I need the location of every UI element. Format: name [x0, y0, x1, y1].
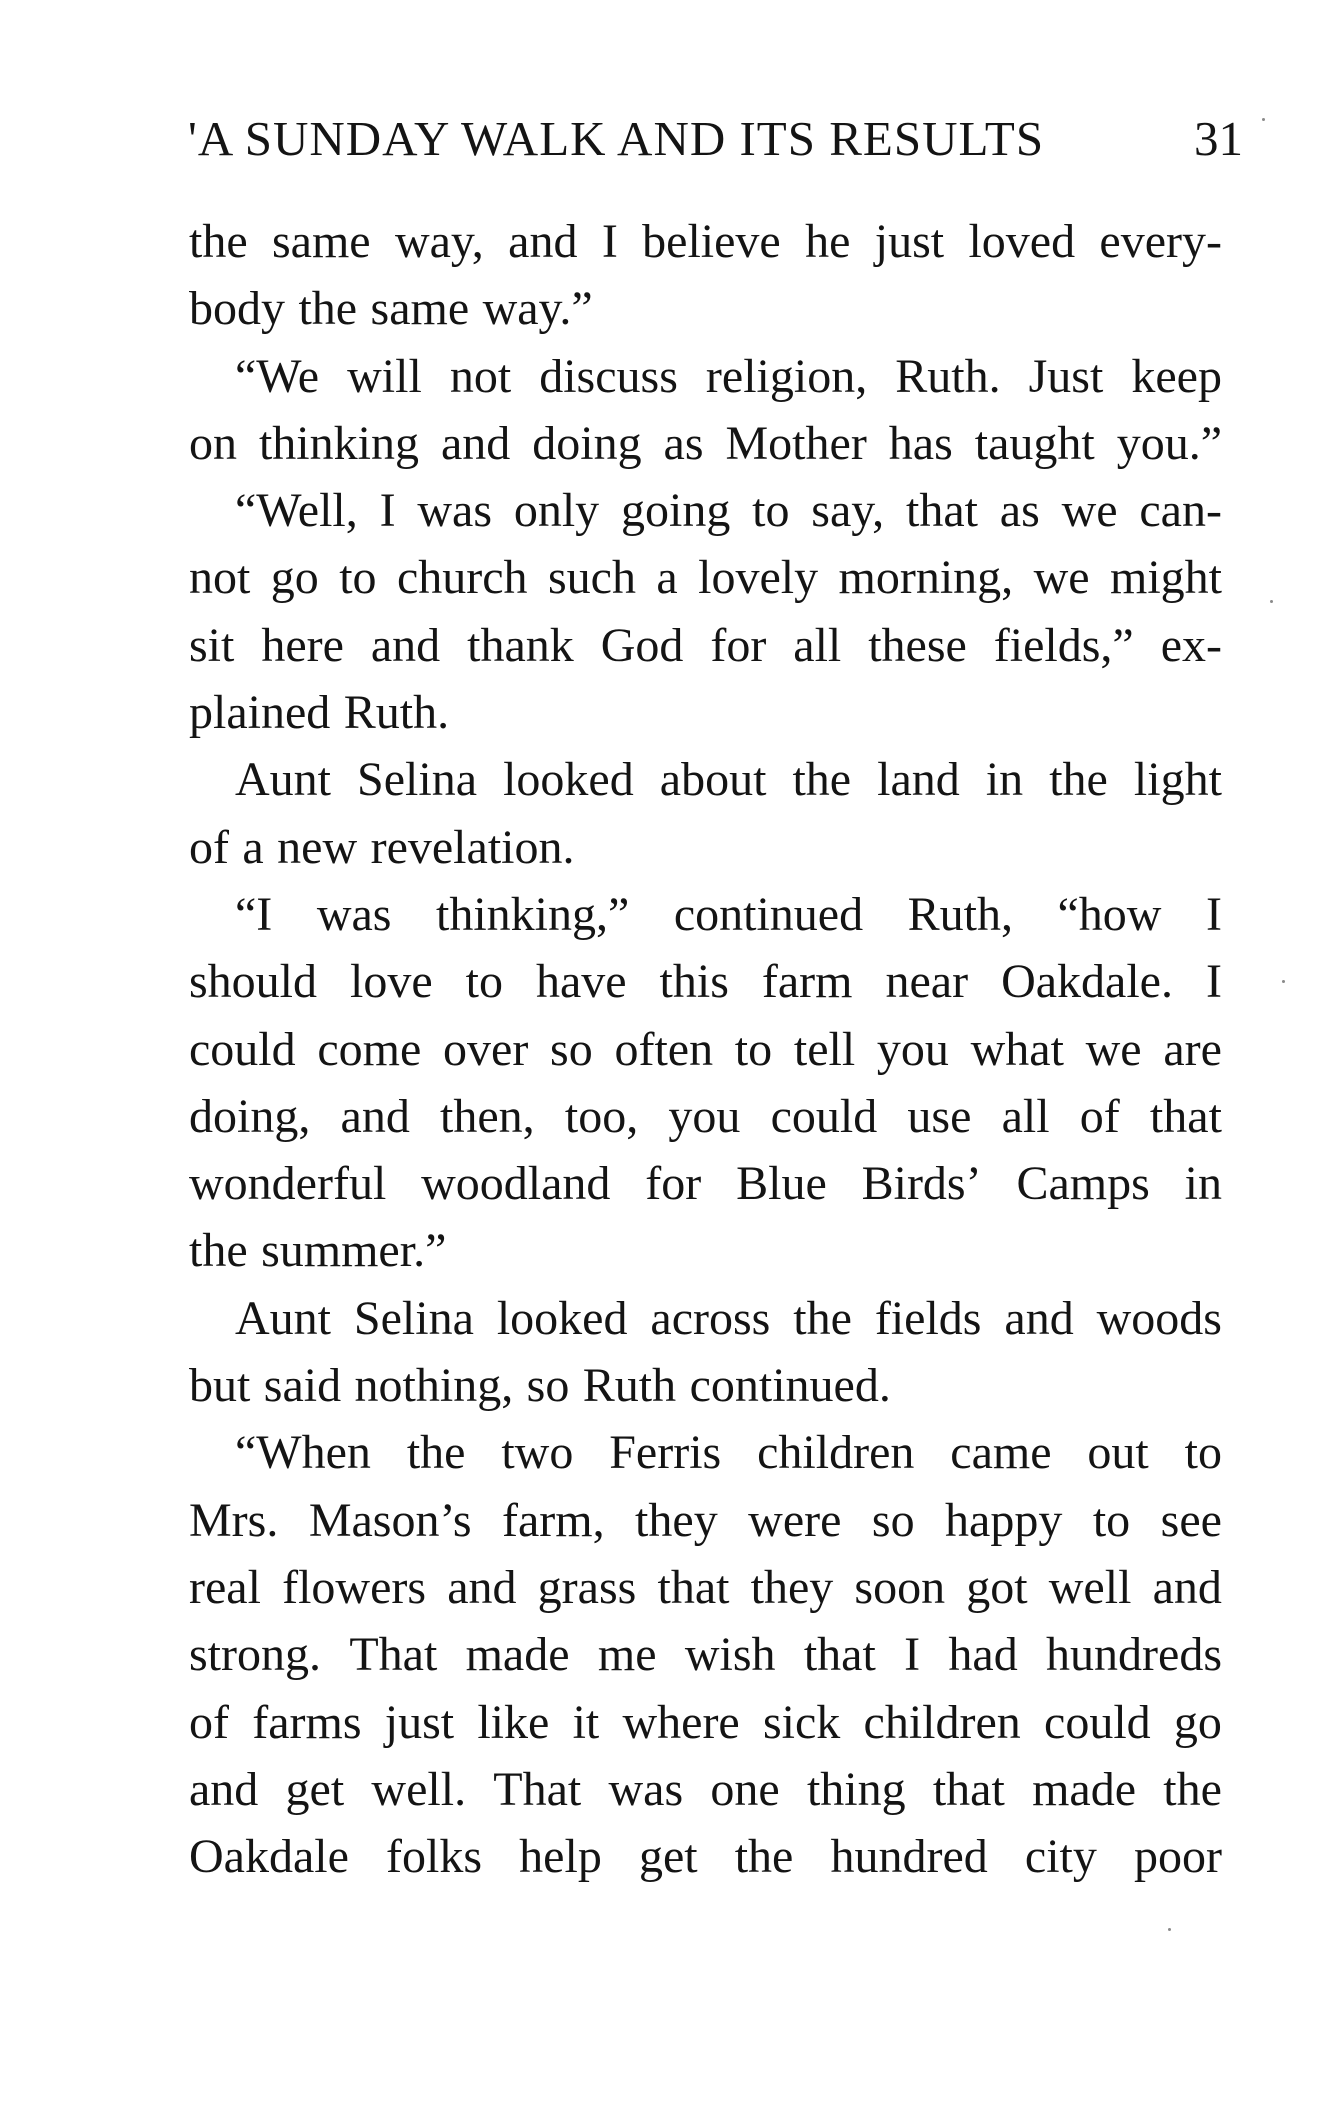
word: continued: [673, 887, 864, 941]
word: to: [752, 484, 790, 538]
word: over: [443, 1022, 529, 1076]
text-line: [189, 1689, 1222, 1756]
word: what: [970, 1022, 1064, 1076]
word: Ruth: [582, 1359, 677, 1413]
text-line: [189, 1016, 1222, 1083]
word: it: [572, 1695, 600, 1749]
text-line: [189, 1217, 1222, 1284]
word: taught: [974, 416, 1095, 470]
word: here: [261, 618, 344, 672]
word: should: [189, 955, 318, 1009]
word: that: [657, 1560, 730, 1614]
word: a: [242, 820, 264, 874]
word: morning,: [838, 551, 1014, 605]
word: have: [535, 955, 627, 1009]
word: these: [868, 618, 967, 672]
word: Just: [1028, 349, 1104, 403]
word: in: [1184, 1157, 1222, 1211]
word: he: [805, 215, 851, 268]
word: farm,: [501, 1493, 605, 1547]
word: not: [189, 551, 251, 605]
word: plained: [189, 686, 331, 740]
word: That: [493, 1762, 582, 1816]
word: land: [877, 753, 960, 807]
word: the: [1049, 753, 1108, 807]
word: soon: [854, 1560, 946, 1614]
word: Oakdale.: [1001, 955, 1173, 1009]
word: light: [1133, 753, 1222, 807]
word: fields,”: [993, 618, 1134, 672]
word: looked: [496, 1291, 628, 1345]
word: we: [1033, 551, 1090, 605]
word: I: [1205, 955, 1222, 1009]
word: “how: [1057, 887, 1162, 941]
word: the: [189, 215, 248, 268]
word: Aunt: [235, 1291, 331, 1345]
word: can-: [1139, 484, 1222, 538]
word: and: [370, 618, 441, 672]
word: ex-: [1160, 618, 1222, 672]
word: I: [601, 215, 618, 268]
word: discuss: [539, 349, 678, 403]
word: you: [668, 1089, 741, 1143]
word: could: [770, 1089, 878, 1143]
word: and: [508, 215, 578, 268]
word: could: [1044, 1695, 1151, 1749]
word: a: [656, 551, 678, 605]
word: revelation.: [370, 820, 575, 874]
word: way,: [394, 215, 484, 268]
word: just: [874, 215, 945, 268]
word: they: [635, 1493, 718, 1547]
paper-speck: [1262, 118, 1265, 121]
word: you.”: [1116, 416, 1222, 470]
word: to: [339, 551, 377, 605]
paper-speck: [1270, 600, 1273, 603]
word: the: [406, 1426, 466, 1480]
word: was: [608, 1762, 684, 1816]
word: That: [349, 1628, 438, 1682]
word: going: [620, 484, 731, 538]
word: sick: [762, 1695, 841, 1749]
word: I: [904, 1628, 921, 1682]
word: to: [1184, 1426, 1222, 1480]
text-line: [189, 1419, 1222, 1486]
word: but: [189, 1359, 251, 1413]
word: Birds’: [861, 1157, 982, 1211]
word: then,: [440, 1089, 535, 1143]
word: got: [966, 1560, 1028, 1614]
text-line: [189, 1487, 1222, 1554]
word: all: [1001, 1089, 1050, 1143]
word: are: [1163, 1022, 1222, 1076]
running-head: [188, 110, 1243, 182]
text-line: [189, 208, 1222, 275]
word: thank: [467, 618, 574, 672]
page-number: 31: [1194, 111, 1243, 166]
word: grass: [537, 1560, 637, 1614]
word: was: [316, 887, 392, 941]
word: near: [885, 955, 969, 1009]
word: to: [734, 1022, 773, 1076]
word: go: [270, 551, 319, 605]
word: thing: [806, 1762, 906, 1816]
word: often: [614, 1022, 714, 1076]
word: and: [1152, 1560, 1222, 1614]
word: will: [347, 349, 422, 403]
word: religion,: [705, 349, 868, 403]
word: woods: [1096, 1291, 1222, 1345]
word: help: [519, 1830, 602, 1884]
word: just: [384, 1695, 455, 1749]
text-line: [189, 1150, 1222, 1217]
word: and: [447, 1560, 517, 1614]
word: thinking,”: [435, 887, 630, 941]
word: could: [189, 1022, 296, 1076]
word: folks: [386, 1830, 483, 1884]
word: “I: [235, 887, 273, 941]
text-line: [189, 1285, 1222, 1352]
word: where: [622, 1695, 740, 1749]
word: woodland: [421, 1157, 611, 1211]
word: well: [1048, 1560, 1132, 1614]
word: not: [449, 349, 512, 403]
word: two: [501, 1426, 574, 1480]
word: Selina: [357, 753, 478, 807]
word: city: [1024, 1830, 1097, 1884]
word: God: [600, 618, 684, 672]
word: Oakdale: [189, 1830, 349, 1884]
word: had: [948, 1628, 1018, 1682]
word: said: [263, 1359, 342, 1413]
word: too,: [564, 1089, 639, 1143]
word: were: [748, 1493, 842, 1547]
word: farms: [252, 1695, 362, 1749]
word: and: [1004, 1291, 1074, 1345]
word: same: [271, 215, 371, 268]
word: Selina: [353, 1291, 474, 1345]
word: and: [440, 416, 511, 470]
word: new: [277, 820, 358, 874]
word: lovely: [698, 551, 819, 605]
word: flowers: [282, 1560, 427, 1614]
word: the: [189, 1224, 248, 1278]
text-line: [189, 1352, 1222, 1419]
word: as: [999, 484, 1040, 538]
word: in: [985, 753, 1024, 807]
word: that: [803, 1628, 876, 1682]
word: Ruth.: [895, 349, 1001, 403]
word: thinking: [258, 416, 419, 470]
word: well.: [371, 1762, 467, 1816]
word: they: [750, 1560, 834, 1614]
word: about: [659, 753, 767, 807]
word: the: [298, 282, 358, 336]
word: and: [189, 1762, 259, 1816]
word: of: [1079, 1089, 1120, 1143]
text-line: [189, 1083, 1222, 1150]
word: across: [650, 1291, 771, 1345]
text-line: [189, 881, 1222, 948]
word: sit: [189, 618, 235, 672]
word: Ruth.: [343, 686, 450, 740]
word: so: [526, 1359, 570, 1413]
word: fields: [874, 1291, 982, 1345]
word: every-: [1099, 215, 1222, 268]
word: way.”: [482, 282, 593, 336]
word: of: [189, 1695, 229, 1749]
word: farm: [761, 955, 853, 1009]
word: church: [396, 551, 528, 605]
body-text: [189, 208, 1222, 1890]
text-line: [189, 1823, 1222, 1890]
word: made: [1032, 1762, 1137, 1816]
word: believe: [642, 215, 781, 268]
word: me: [597, 1628, 657, 1682]
word: all: [793, 618, 842, 672]
word: go: [1173, 1695, 1222, 1749]
text-line: [189, 544, 1222, 611]
word: poor: [1134, 1830, 1222, 1884]
word: so: [550, 1022, 593, 1076]
word: you: [876, 1022, 949, 1076]
word: doing,: [189, 1089, 311, 1143]
word: has: [888, 416, 953, 470]
word: doing: [532, 416, 642, 470]
word: for: [710, 618, 767, 672]
word: such: [547, 551, 636, 605]
word: children: [863, 1695, 1021, 1749]
word: looked: [503, 753, 634, 807]
word: made: [465, 1628, 570, 1682]
word: that: [932, 1762, 1005, 1816]
word: so: [871, 1493, 915, 1547]
word: only: [513, 484, 600, 538]
word: Mason’s: [308, 1493, 472, 1547]
word: Mother: [725, 416, 867, 470]
word: real: [189, 1560, 261, 1614]
word: keep: [1131, 349, 1222, 403]
word: children: [757, 1426, 915, 1480]
word: hundred: [830, 1830, 988, 1884]
word: that: [1149, 1089, 1222, 1143]
word: out: [1087, 1426, 1149, 1480]
word: Camps: [1016, 1157, 1150, 1211]
text-line: [189, 679, 1222, 746]
word: wish: [684, 1628, 776, 1682]
word: “Well,: [235, 484, 358, 538]
word: as: [663, 416, 704, 470]
text-line: [189, 948, 1222, 1015]
word: nothing,: [354, 1359, 514, 1413]
word: for: [645, 1157, 702, 1211]
word: see: [1160, 1493, 1222, 1547]
word: Ferris: [609, 1426, 722, 1480]
word: was: [417, 484, 493, 538]
text-line: [189, 612, 1222, 679]
text-line: [189, 1756, 1222, 1823]
word: “When: [235, 1426, 371, 1480]
word: this: [659, 955, 729, 1009]
word: of: [189, 820, 229, 874]
word: to: [1092, 1493, 1131, 1547]
word: continued.: [689, 1359, 891, 1413]
paper-speck: [1168, 1928, 1171, 1931]
word: to: [465, 955, 503, 1009]
word: hundreds: [1046, 1628, 1222, 1682]
word: the: [793, 1291, 852, 1345]
word: use: [907, 1089, 972, 1143]
word: wonderful: [189, 1157, 387, 1211]
word: I: [379, 484, 396, 538]
word: “We: [235, 349, 320, 403]
word: we: [1061, 484, 1118, 538]
word: body: [189, 282, 285, 336]
word: tell: [793, 1022, 856, 1076]
word: say,: [811, 484, 885, 538]
word: like: [477, 1695, 550, 1749]
word: and: [340, 1089, 410, 1143]
word: summer.”: [261, 1224, 447, 1278]
word: the: [734, 1830, 794, 1884]
word: the: [1163, 1762, 1222, 1816]
text-line: [189, 1621, 1222, 1688]
running-title: 'A SUNDAY WALK AND ITS RESULTS: [188, 111, 1045, 166]
word: that: [905, 484, 978, 538]
text-line: [189, 1554, 1222, 1621]
word: get: [638, 1830, 698, 1884]
word: same: [370, 282, 470, 336]
word: one: [710, 1762, 780, 1816]
word: strong.: [189, 1628, 321, 1682]
word: Blue: [736, 1157, 827, 1211]
text-line: [189, 814, 1222, 881]
text-line: [189, 343, 1222, 410]
word: Aunt: [235, 753, 331, 807]
word: might: [1109, 551, 1222, 605]
word: I: [1205, 887, 1222, 941]
word: the: [792, 753, 852, 807]
word: Mrs.: [189, 1493, 279, 1547]
text-line: [189, 477, 1222, 544]
word: happy: [945, 1493, 1063, 1547]
word: come: [317, 1022, 422, 1076]
text-line: [189, 746, 1222, 813]
word: on: [189, 416, 237, 470]
word: we: [1085, 1022, 1142, 1076]
word: love: [350, 955, 433, 1009]
paper-speck: [1282, 980, 1285, 983]
text-line: [189, 410, 1222, 477]
word: loved: [968, 215, 1076, 268]
word: get: [285, 1762, 345, 1816]
word: Ruth,: [907, 887, 1013, 941]
text-line: [189, 275, 1222, 342]
word: came: [950, 1426, 1052, 1480]
